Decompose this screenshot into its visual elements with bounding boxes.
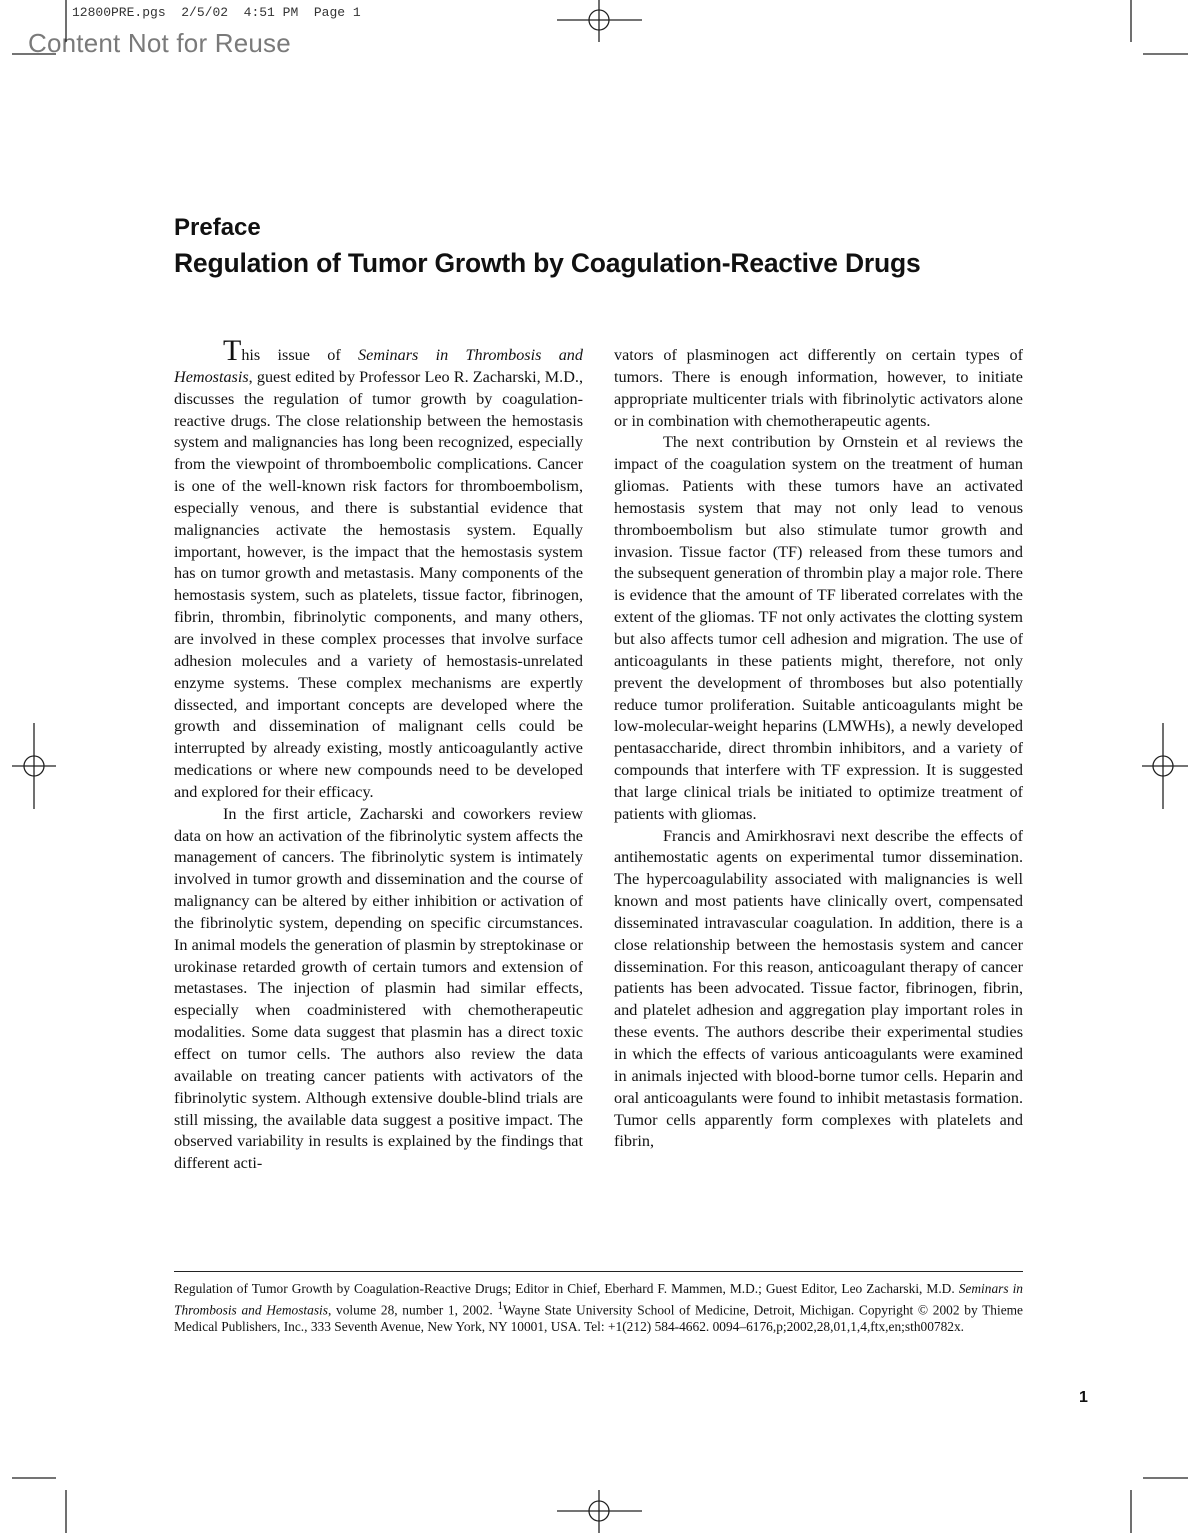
footnote-citation: Regulation of Tumor Growth by Coagulation-Reactive Drugs; Editor in Chief, Eberhard F. Mammen, M.D.; Guest Editor, Leo Zacharski, M.D. xyxy=(174,1281,959,1296)
paragraph-intro-text: , guest edited by Professor Leo R. Zacharski, M.D., discusses the regulation of tumor growth by coagulation-reactive drugs. The close relationship between the hemostasis system and malignancies has long been recognized, especially from the viewpoint of thromboembolic complications. Cancer is one of the well-known risk factors for thromboembolism, especially venous, and there is substantial evidence that malignancies activate the hemostasis system. Equally important, however, is the impact that the hemostasis system has on tumor growth and metastasis. Many components of the hemostasis system, such as platelets, tissue factor, fibrinogen, fibrin, thrombin, fibrinolytic components, and many others, are involved in these complex processes that involve surface adhesion molecules and a variety of hemostasis-unrelated enzyme systems. These complex mechanisms are expertly dissected, and important concepts are developed where the growth and dissemination of malignant cells could be interrupted by already existing, mostly anticoagulantly active medications or where new compounds need to be developed and explored for their efficacy. xyxy=(174,367,583,801)
footnote-rule xyxy=(174,1271,1023,1272)
footnote-affiliation-marker: 1 xyxy=(497,1299,504,1312)
paragraph-intro xyxy=(174,334,583,804)
article-title: Regulation of Tumor Growth by Coagulation-Reactive Drugs xyxy=(174,248,921,278)
paragraph-francis: Francis and Amirkhosravi next describe the effects of antihemostatic agents on experimental tumor dissemination. The hypercoagulability associated with malignancies is well known and most patients have clinically overt, compensated disseminated intravascular coagulation. In addition, there is a close relationship between the hemostasis system and cancer dissemination. For this reason, anticoagulant therapy of cancer patients has been advocated. Tissue factor, fibrinogen, fibrin, and platelet adhesion and aggregation play important roles in these events. The authors describe their experimental studies in which the effects of various anticoagulants were examined in animals injected with blood-borne tumor cells. Heparin and oral anticoagulants were found to inhibit metastasis formation. Tumor cells apparently form complexes with platelets and fibrin, xyxy=(614,826,1023,1151)
footnote xyxy=(174,1280,1023,1336)
registration-mark-right xyxy=(1142,723,1188,809)
paragraph-ornstein: The next contribution by Ornstein et al reviews the impact of the coagulation system on the treatment of human gliomas. Patients with these tumors have an activated hemostasis system that may not only lead to venous thromboembolism but also stimulate tumor growth and invasion. Tissue factor (TF) released from these tumors and the subsequent generation of thrombin play a major role. There is evidence that the amount of TF liberated correlates with the extent of the gliomas. TF not only activates the clotting system but also affects tumor cell adhesion and migration. The use of anticoagulants in these patients might, therefore, not only prevent the development of thromboses but also potentially reduce tumor proliferation. Suitable anticoagulants might be low-molecular-weight heparins (LMWHs), a newly developed pentasaccharide, direct thrombin inhibitors, and a variety of compounds that interfere with TF expression. It is suggested that large clinical trials be initiated to optimize treatment of patients with gliomas. xyxy=(614,433,1023,823)
footnote-journal: Seminars in Thrombosis and Hemostasis xyxy=(174,1281,1023,1317)
registration-mark-bottom xyxy=(557,1490,642,1533)
footnote-volume: , volume 28, number 1, 2002. xyxy=(327,1301,498,1317)
body-column-left xyxy=(174,334,583,1175)
drop-cap: T xyxy=(223,334,242,367)
slug-page: Page 1 xyxy=(313,5,361,20)
page-number: 1 xyxy=(1079,1389,1088,1406)
slug-file: 12800PRE.pgs xyxy=(72,5,166,20)
slug-date: 2/5/02 xyxy=(181,5,229,20)
paragraph-intro-lead: his issue of xyxy=(241,346,359,364)
registration-mark-top xyxy=(557,0,642,42)
footnote-affiliation: Wayne State University School of Medicine, Detroit, Michigan. Copyright © 2002 by Thieme Medical Publishers, Inc., 333 Seventh Avenue, New York, NY 10001, USA. Tel: +1(212) 584-4662. 0094–6176,p;2002,28,01,1,4,ftx,en;sth00782x. xyxy=(174,1301,1024,1335)
printer-slug xyxy=(72,5,361,20)
section-kicker: Preface xyxy=(174,214,261,241)
slug-time: 4:51 PM xyxy=(243,5,299,20)
paragraph-zacharski: In the first article, Zacharski and coworkers review data on how an activation of the fibrinolytic system affects the management of cancers. The fibrinolytic system is intimately involved in tumor growth and dissemination and the course of malignancy can be altered by either inhibition or activation of the fibrinolytic system, depending on specific circumstances. In animal models the generation of plasmin by streptokinase or urokinase retarded growth of certain tumors and extension of metastases. The injection of plasmin had similar effects, especially when coadministered with chemotherapeutic modalities. Some data suggest that plasmin has a direct toxic effect on tumor cells. The authors also review the data available on treating cancer patients with activators of the fibrinolytic system. Although extensive double-blind trials are still missing, the available data suggest a positive impact. The observed variability in results is explained by the findings that different acti- xyxy=(174,804,583,1173)
watermark: Content Not for Reuse xyxy=(28,28,291,58)
registration-mark-left xyxy=(12,723,56,809)
paragraph-zacharski-continued: vators of plasminogen act differently on certain types of tumors. There is enough information, however, to initiate appropriate multicenter trials with fibrinolytic activators alone or in combination with chemotherapeutic agents. xyxy=(614,346,1023,430)
journal-name: Seminars in Thrombosis and Hemostasis xyxy=(174,346,583,386)
body-column-right xyxy=(614,345,1023,1153)
